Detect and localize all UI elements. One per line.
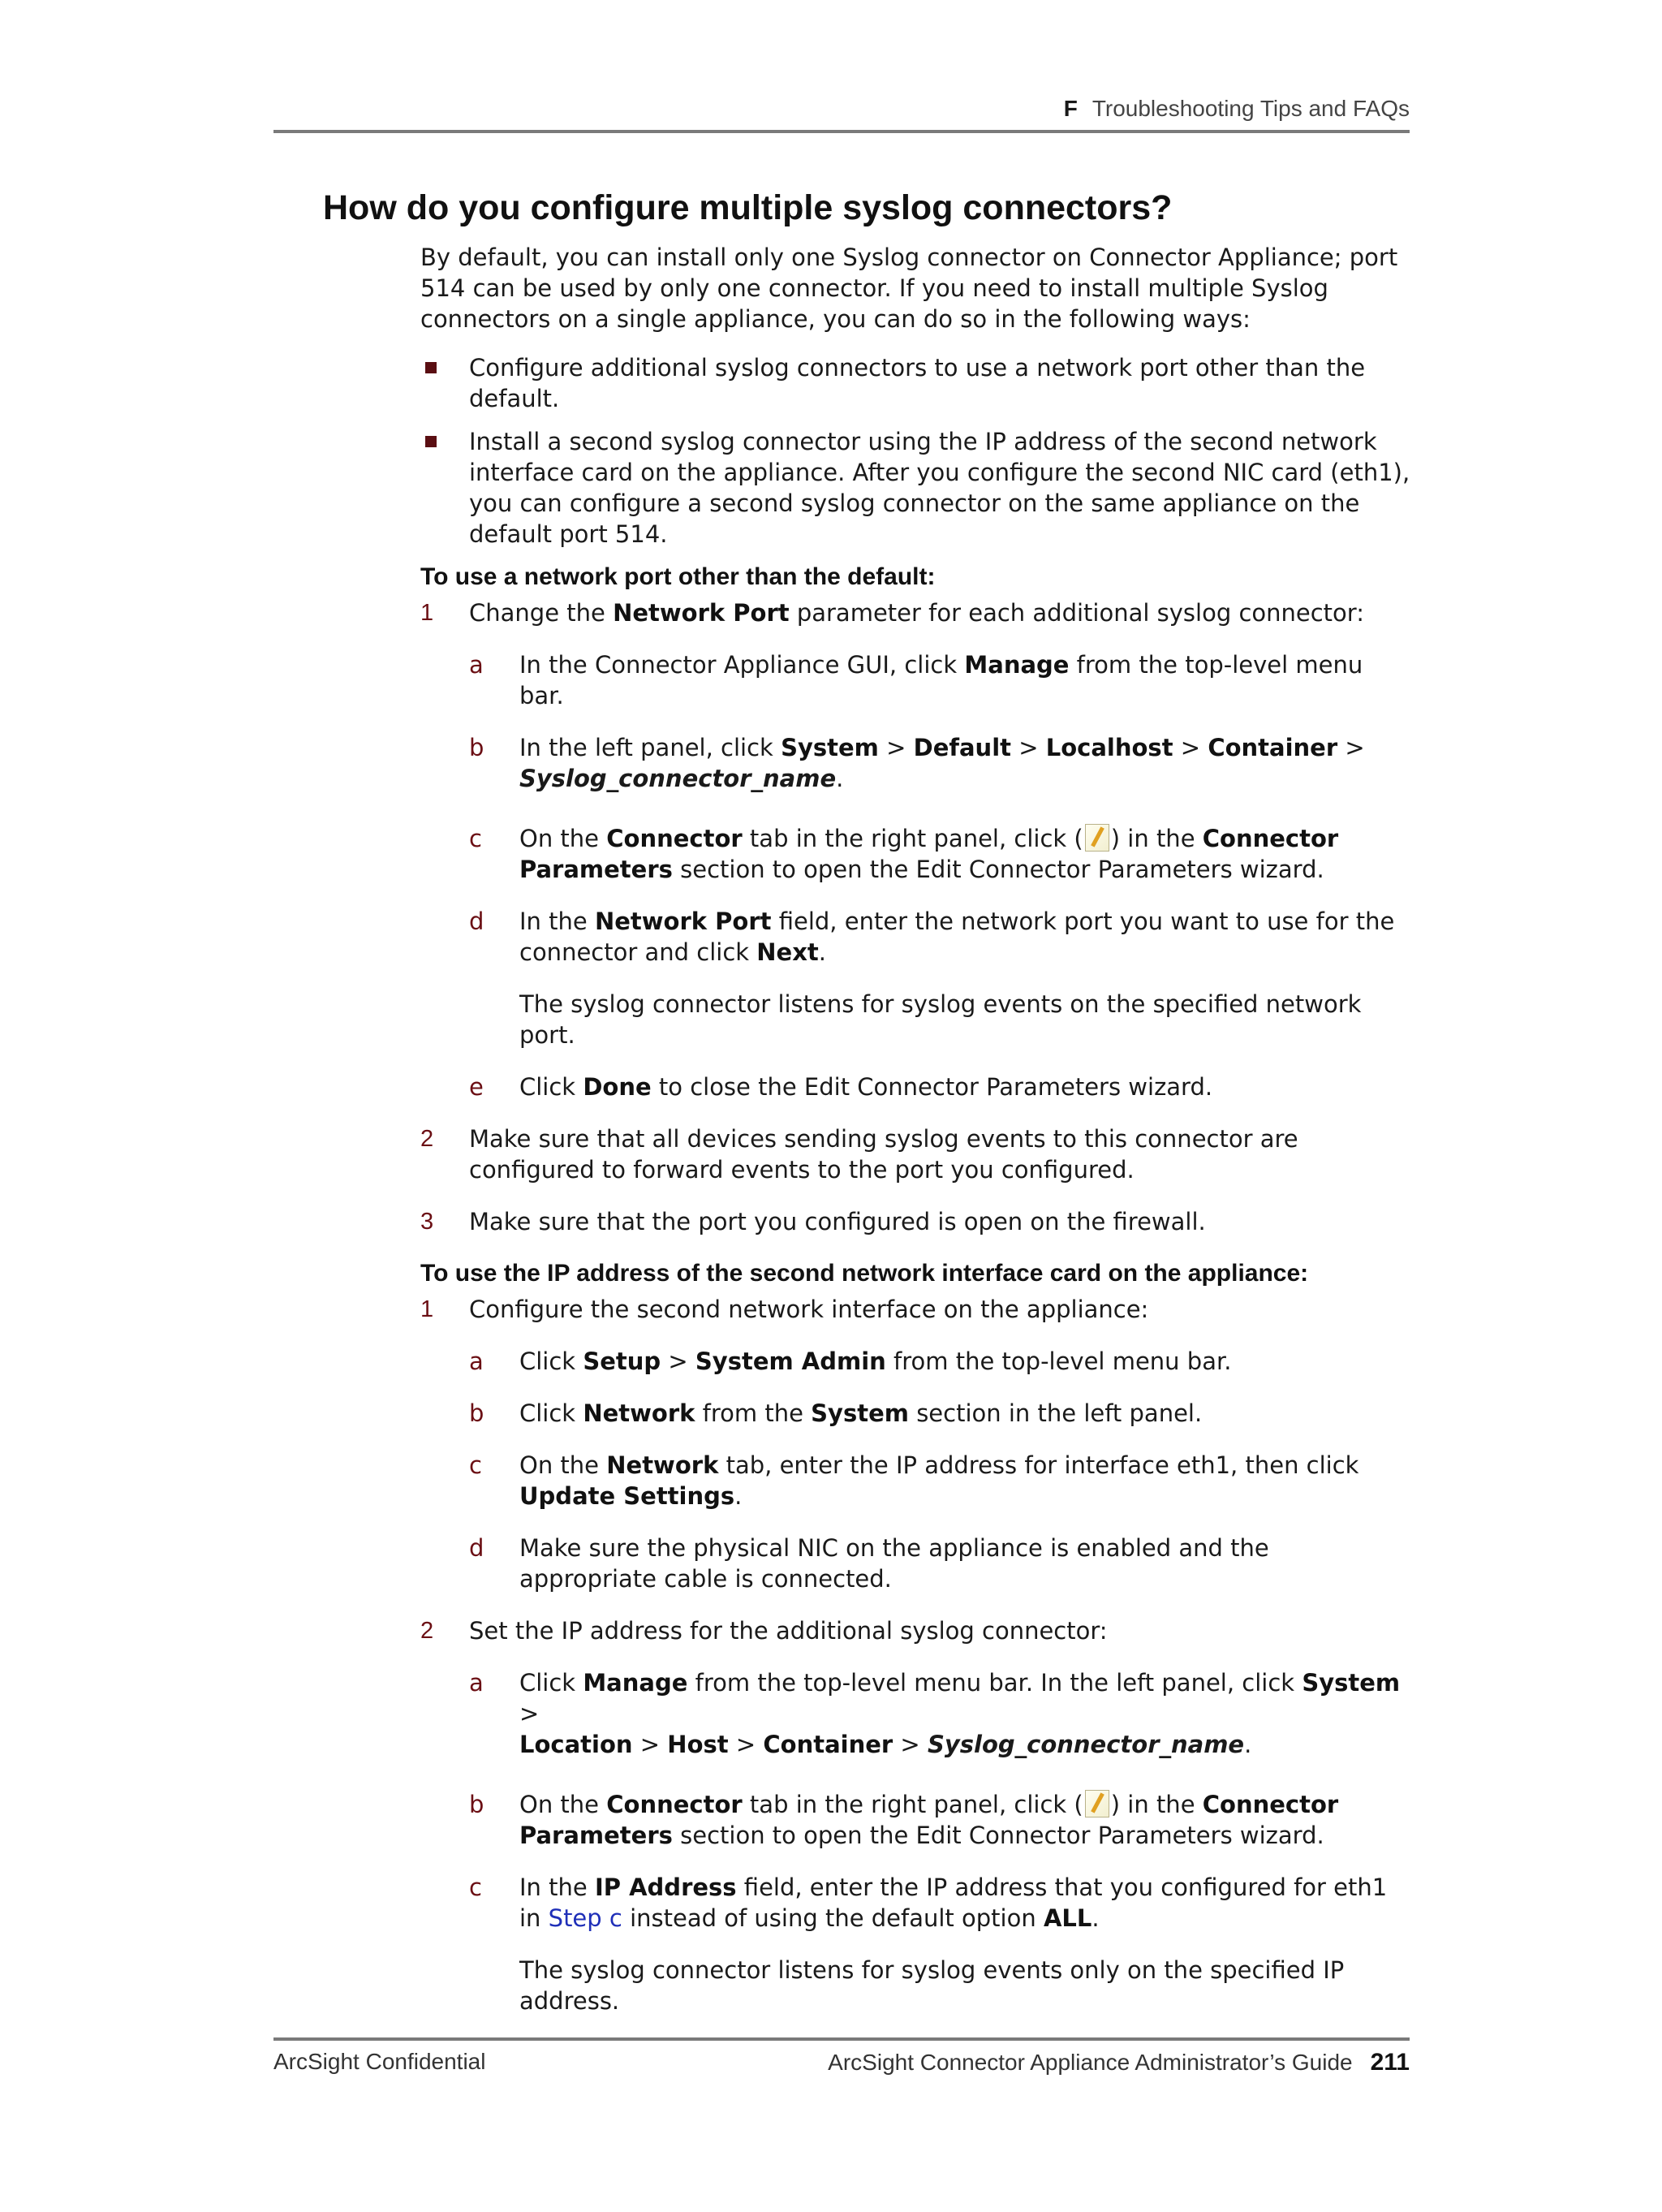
procedure-step: 1 Change the Network Port parameter for each additional syslog connector: a In the Connector Appliance GUI, click Manage from the top-level menu bar. b In the left panel, click System > Default > Localhost > Container > Syslog_connector_name. c On the Connector tab in the right panel, click ( ) in the Connector Parameters section to open the Edit Connector Parameters wizard. d In the Network Port field, enter the network port you want to use for the connector and click Next. The syslog connector listens for syslog events on the specified network port. e Click Done to close the Edit Connector Parameters wizard. (420, 597, 1410, 1102)
step-number: 1 (420, 1296, 434, 1322)
step-note: The syslog connector listens for syslog events on the specified network port. (519, 990, 1362, 1049)
procedure-step: 3 Make sure that the port you configured is open on the firewall. (420, 1208, 1206, 1235)
sub-step-letter: c (469, 825, 482, 852)
sub-step: d Make sure the physical NIC on the appliance is enabled and the appropriate cable is connected. (469, 1534, 1269, 1593)
sub-step: c In the IP Address field, enter the IP address that you configured for eth1 in Step c instead of using the default option ALL. The syslog connector listens for syslog events only on the specified IP address. (469, 1872, 1410, 2016)
running-header (273, 88, 1410, 133)
confidentiality-label: ArcSight Confidential (273, 2049, 486, 2074)
sub-step: a In the Connector Appliance GUI, click Manage from the top-level menu bar. (469, 651, 1363, 709)
intro-paragraph: By default, you can install only one Syslog connector on Connector Appliance; port 514 can be used by only one connector. If you need to install multiple Syslog connectors on a single appliance, you can do so in the following ways: (420, 244, 1398, 333)
list-item: Configure additional syslog connectors to use a network port other than the default. (420, 352, 1410, 414)
appendix-letter: F (1063, 96, 1078, 121)
procedure-step: 2 Set the IP address for the additional syslog connector: a Click Manage from the top-level menu bar. In the left panel, click System > Location > Host > Container > Syslog_connector_name. b On the Connector tab in the right panel, click ( ) in the Connector Parameters section to open the Edit Connector Parameters wizard. c In the IP Address field, enter the IP address that you configured for eth1 in Step c instead of using the default option ALL. The syslog connector listens for syslog events only on the specified IP address. (420, 1615, 1410, 2016)
step-number: 2 (420, 1618, 434, 1644)
procedure-step: 1 Configure the second network interface on the appliance: a Click Setup > System Admin from the top-level menu bar. b Click Network from the System section in the left panel. c On the Network tab, enter the IP address for interface eth1, then click Update Settings. d Make sure the physical NIC on the appliance is enabled and the appropriate cable is connected. (420, 1294, 1410, 1594)
sub-step-letter: a (469, 1669, 484, 1697)
step-note: The syslog connector listens for syslog events only on the specified IP address. (519, 1956, 1345, 2015)
section-title: How do you configure multiple syslog connectors? (323, 188, 1173, 227)
sub-step-letter: a (469, 1347, 484, 1375)
sub-step: d In the Network Port field, enter the network port you want to use for the connector and click Next. The syslog connector listens for syslog events on the specified network port. (469, 906, 1410, 1050)
sub-step: a Click Manage from the top-level menu bar. In the left panel, click System > Location > Host > Container > Syslog_connector_name. (469, 1669, 1401, 1758)
step-number: 2 (420, 1126, 434, 1152)
sub-step: c On the Network tab, enter the IP address for interface eth1, then click Update Settings. (469, 1451, 1359, 1510)
sub-step: b On the Connector tab in the right panel, click ( ) in the Connector Parameters section to open the Edit Connector Parameters wizard. (469, 1791, 1339, 1849)
square-bullet-icon (425, 362, 437, 373)
sub-step-letter: c (469, 1451, 482, 1479)
procedure-heading: To use the IP address of the second network interface card on the appliance: (420, 1260, 1309, 1287)
running-footer (273, 2037, 1410, 2076)
page-number: 211 (1370, 2049, 1410, 2076)
sub-step-letter: d (469, 1534, 484, 1562)
procedure-step: 2 Make sure that all devices sending syslog events to this connector are configured to forward events to the port you configured. (420, 1125, 1298, 1184)
step-number: 1 (420, 600, 434, 626)
sub-step: a Click Setup > System Admin from the top-level menu bar. (469, 1347, 1232, 1375)
sub-step-letter: b (469, 734, 484, 761)
sub-step-letter: b (469, 1791, 484, 1818)
sub-step-letter: d (469, 908, 484, 935)
sub-step-letter: b (469, 1399, 484, 1427)
sub-step: c On the Connector tab in the right panel, click ( ) in the Connector Parameters section to open the Edit Connector Parameters wizard. (469, 825, 1339, 883)
step-number: 3 (420, 1209, 434, 1235)
sub-step: b Click Network from the System section in the left panel. (469, 1399, 1203, 1427)
list-item: Install a second syslog connector using the IP address of the second network interface card on the appliance. After you configure the second NIC card (eth1), you can configure a second syslog connector on the same appliance on the default port 514. (420, 426, 1410, 550)
section-body (420, 242, 1410, 2037)
sub-step: e Click Done to close the Edit Connector Parameters wizard. (469, 1073, 1213, 1101)
step-c-link[interactable]: Step c (548, 1904, 622, 1932)
sub-step-letter: c (469, 1874, 482, 1901)
appendix-title: Troubleshooting Tips and FAQs (1091, 96, 1410, 121)
sub-step: b In the left panel, click System > Default > Localhost > Container > Syslog_connector_name. (469, 734, 1365, 792)
edit-pencil-icon (1085, 824, 1109, 852)
square-bullet-icon (425, 436, 437, 447)
edit-pencil-icon (1085, 1790, 1109, 1817)
procedure-heading: To use a network port other than the default: (420, 563, 936, 590)
sub-step-letter: a (469, 651, 484, 679)
sub-step-letter: e (469, 1073, 484, 1101)
options-list (420, 352, 1410, 550)
footer-guide-title: ArcSight Connector Appliance Administrator’s Guide 211 (828, 2049, 1410, 2076)
